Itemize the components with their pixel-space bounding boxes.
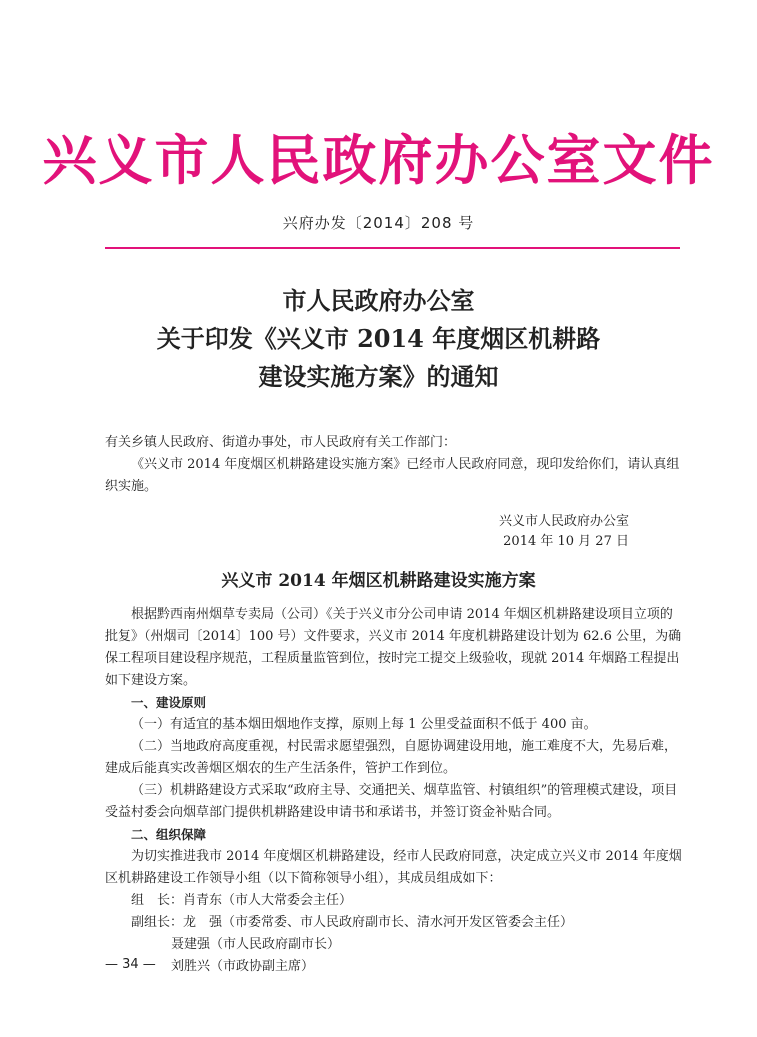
red-divider — [105, 247, 680, 249]
signature-organization: 兴义市人民政府办公室 — [498, 514, 629, 529]
page-number: — 34 — — [105, 957, 156, 972]
plan-content — [105, 604, 685, 978]
deputy-member-2: 聂建强（市人民政府副市长） — [171, 937, 341, 952]
notice-title — [0, 282, 757, 396]
notice-title-line-3: 建设实施方案》的通知 — [258, 362, 499, 391]
section-2-heading: 二、组织保障 — [131, 827, 207, 842]
plan-title: 兴义市 2014 年烟区机耕路建设实施方案 — [221, 571, 536, 591]
plan-intro: 根据黔西南州烟草专卖局（公司）《关于兴义市分公司申请 2014 年烟区机耕路建设项目立项的批复》（州烟司〔2014〕100 号）文件要求，兴义市 2014 年度机耕路建设计划为 62.6 公里，为确保工程项目建设程序规范，工程质量监管到位，按时完工提交上级验收，现就 2014 年烟路工程提出如下建设方案。 — [105, 607, 682, 688]
signature-date: 2014 年 10 月 27 日 — [503, 534, 629, 549]
deputy-leader-line: 副组长：龙 强（市委常委、市人民政府副市长、清水河开发区管委会主任） — [131, 915, 574, 930]
notice-title-line-1: 市人民政府办公室 — [282, 286, 475, 315]
section-1-heading: 一、建设原则 — [131, 695, 207, 710]
notice-title-line-2: 关于印发《兴义市 2014 年度烟区机耕路 — [156, 324, 601, 353]
masthead-title: 兴义市人民政府办公室文件 — [42, 128, 715, 192]
section-2-intro: 为切实推进我市 2014 年度烟区机耕路建设，经市人民政府同意，决定成立兴义市 2014 年度烟区机耕路建设工作领导小组（以下简称领导小组），其成员组成如下： — [105, 849, 682, 886]
section-1-item-2: （二）当地政府高度重视，村民需求愿望强烈，自愿协调建设用地，施工难度不大，先易后难，建成后能真实改善烟区烟农的生产生活条件，管护工作到位。 — [105, 739, 678, 776]
addressee: 有关乡镇人民政府、街道办事处，市人民政府有关工作部门： — [105, 435, 457, 450]
section-1-item-3: （三）机耕路建设方式采取“政府主导、交通把关、烟草监管、村镇组织”的管理模式建设，项目受益村委会向烟草部门提供机耕路建设申请书和承诺书，并签订资金补贴合同。 — [105, 783, 678, 820]
notice-body: 《兴义市 2014 年度烟区机耕路建设实施方案》已经市人民政府同意，现印发给你们，请认真组织实施。 — [105, 457, 680, 494]
leader-line: 组 长：肖青东（市人大常委会主任） — [131, 893, 353, 908]
deputy-member-3: 刘胜兴（市政协副主席） — [171, 959, 315, 974]
section-1-item-1: （一）有适宜的基本烟田烟地作支撑，原则上每 1 公里受益面积不低于 400 亩。 — [131, 717, 597, 732]
document-number: 兴府办发〔2014〕208 号 — [282, 214, 475, 232]
